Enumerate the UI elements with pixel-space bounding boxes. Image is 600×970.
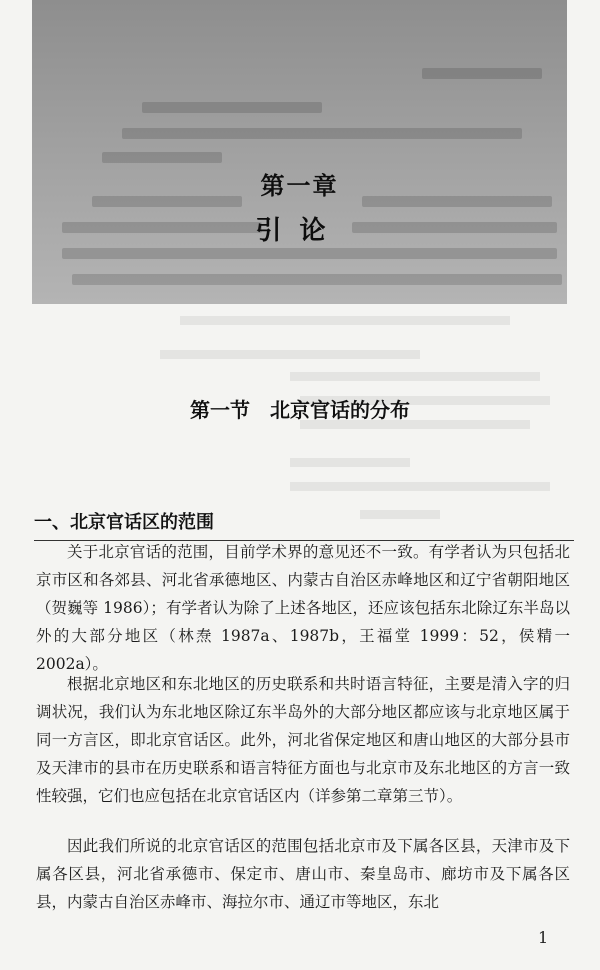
chapter-title: 引论 bbox=[255, 216, 344, 246]
chapter-banner bbox=[32, 0, 567, 304]
paragraph-1: 关于北京官话的范围，目前学术界的意见还不一致。有学者认为只包括北京市区和各郊县、河北省承德地区、内蒙古自治区赤峰地区和辽宁省朝阳地区（贺巍等 1986）；有学者认为除了上述各地区，还应该包括东北除辽东半岛以外的大部分地区（林焘 1987a、1987b，王福堂 1999：52，侯精一 2002a）。 bbox=[36, 543, 570, 673]
subsection-heading: 一、北京官话区的范围 bbox=[34, 508, 574, 541]
paragraph-3: 因此我们所说的北京官话区的范围包括北京市及下属各区县，天津市及下属各区县，河北省承德市、保定市、唐山市、秦皇岛市、廊坊市及下属各区县，内蒙古自治区赤峰市、海拉尔市、通辽市等地区，东北 bbox=[36, 837, 570, 911]
page-number: 1 bbox=[538, 928, 549, 947]
paragraph-2: 根据北京地区和东北地区的历史联系和共时语言特征，主要是清入字的归调状况，我们认为东北地区除辽东半岛外的大部分地区都应该与北京地区属于同一方言区，即北京官话区。此外，河北省保定地区和唐山地区的大部分县市及天津市的县市在历史联系和语言特征方面也与北京市及东北地区的方言一致性较强，它们也应包括在北京官话区内（详参第二章第三节）。 bbox=[36, 675, 570, 805]
bleed-through-lower bbox=[150, 310, 550, 540]
chapter-number: 第一章 bbox=[260, 172, 339, 200]
section-title: 第一节 北京官话的分布 bbox=[190, 398, 410, 422]
bleed-through-text bbox=[32, 0, 567, 304]
